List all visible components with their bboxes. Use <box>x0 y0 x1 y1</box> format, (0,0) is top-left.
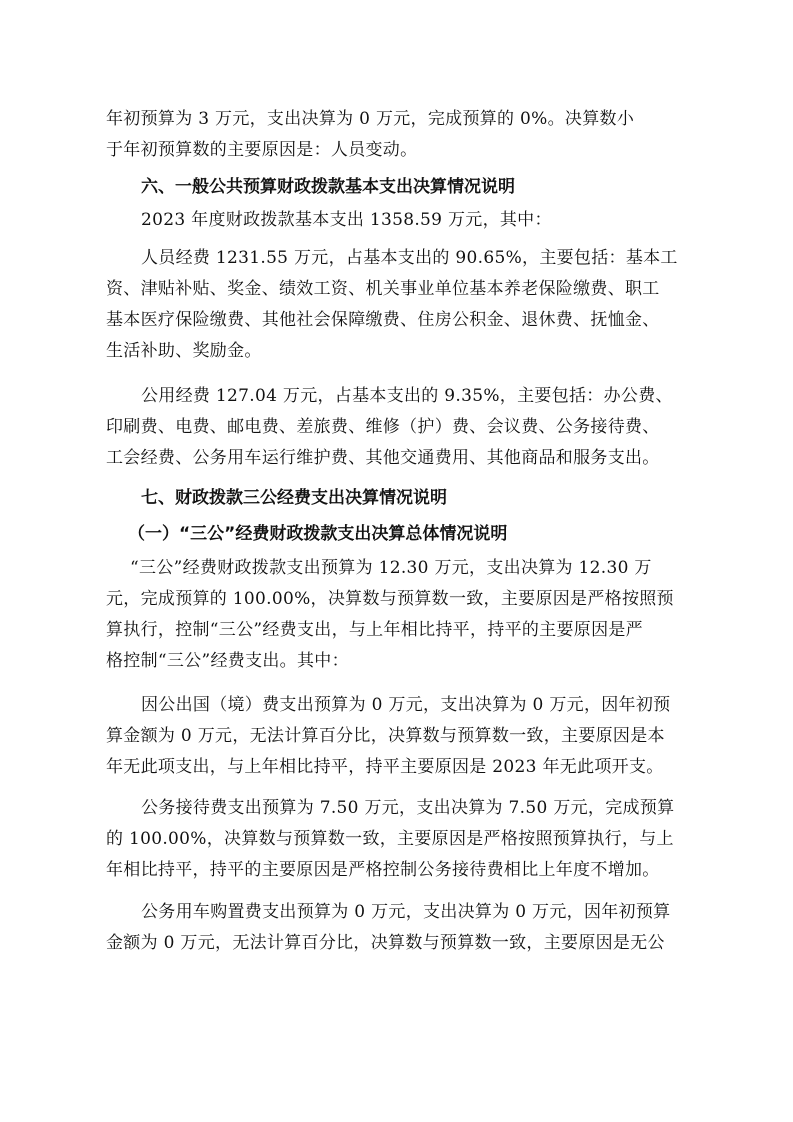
text-line: 年相比持平，持平的主要原因是严格控制公务接待费相比上年度不增加。 <box>106 860 660 880</box>
text-line: 人员经费 1231.55 万元，占基本支出的 90.65%，主要包括：基本工 <box>141 248 678 268</box>
text-line: 算金额为 0 万元，无法计算百分比，决算数与预算数一致，主要原因是本 <box>106 726 665 746</box>
section-7-heading: 七、财政拨款三公经费支出决算情况说明 <box>141 488 447 508</box>
section-6-heading: 六、一般公共预算财政拨款基本支出决算情况说明 <box>141 177 515 197</box>
text-line: 资、津贴补贴、奖金、绩效工资、机关事业单位基本养老保险缴费、职工 <box>106 279 660 299</box>
paragraph-three-public-overall <box>106 553 689 677</box>
text-line: 印刷费、电费、邮电费、差旅费、维修（护）费、会议费、公务接待费、 <box>106 417 660 437</box>
paragraph-basic-total <box>106 205 724 236</box>
text-line: 的 100.00%，决算数与预算数一致，主要原因是严格按照预算执行，与上 <box>106 829 674 849</box>
section-7-subheading-1: （一）“三公”经费财政拨款支出决算总体情况说明 <box>128 524 508 544</box>
text-line: 2023 年度财政拨款基本支出 1358.59 万元，其中： <box>141 210 552 230</box>
text-line: 于年初预算数的主要原因是：人员变动。 <box>106 140 418 160</box>
paragraph-budget-tail <box>106 104 689 166</box>
paragraph-personnel-costs <box>106 243 689 367</box>
text-line: 基本医疗保险缴费、其他社会保障缴费、住房公积金、退休费、抚恤金、 <box>106 310 660 330</box>
paragraph-public-costs <box>106 381 689 474</box>
text-line: 公务接待费支出预算为 7.50 万元，支出决算为 7.50 万元，完成预算 <box>141 798 675 818</box>
paragraph-vehicle-purchase <box>106 897 689 959</box>
text-line: 年无此项支出，与上年相比持平，持平主要原因是 2023 年无此项开支。 <box>106 757 664 777</box>
text-line: “三公”经费财政拨款支出预算为 12.30 万元，支出决算为 12.30 万 <box>130 558 652 578</box>
text-line: 元，完成预算的 100.00%，决算数与预算数一致，主要原因是严格按照预 <box>106 589 674 609</box>
text-line: 生活补助、奖励金。 <box>106 341 262 361</box>
text-line: 算执行，控制“三公”经费支出，与上年相比持平，持平的主要原因是严 <box>106 620 643 640</box>
text-line: 年初预算为 3 万元，支出决算为 0 万元，完成预算的 0%。决算数小 <box>106 109 635 129</box>
paragraph-reception-expenses <box>106 793 689 886</box>
text-line: 公务用车购置费支出预算为 0 万元，支出决算为 0 万元，因年初预算 <box>141 902 671 922</box>
paragraph-abroad-expenses <box>106 690 689 783</box>
text-line: 公用经费 127.04 万元，占基本支出的 9.35%，主要包括：办公费、 <box>141 386 673 406</box>
text-line: 工会经费、公务用车运行维护费、其他交通费用、其他商品和服务支出。 <box>106 448 660 468</box>
text-line: 金额为 0 万元，无法计算百分比，决算数与预算数一致，主要原因是无公 <box>106 933 665 953</box>
text-line: 格控制“三公”经费支出。其中： <box>106 651 349 671</box>
text-line: 因公出国（境）费支出预算为 0 万元，支出决算为 0 万元，因年初预 <box>141 695 671 715</box>
